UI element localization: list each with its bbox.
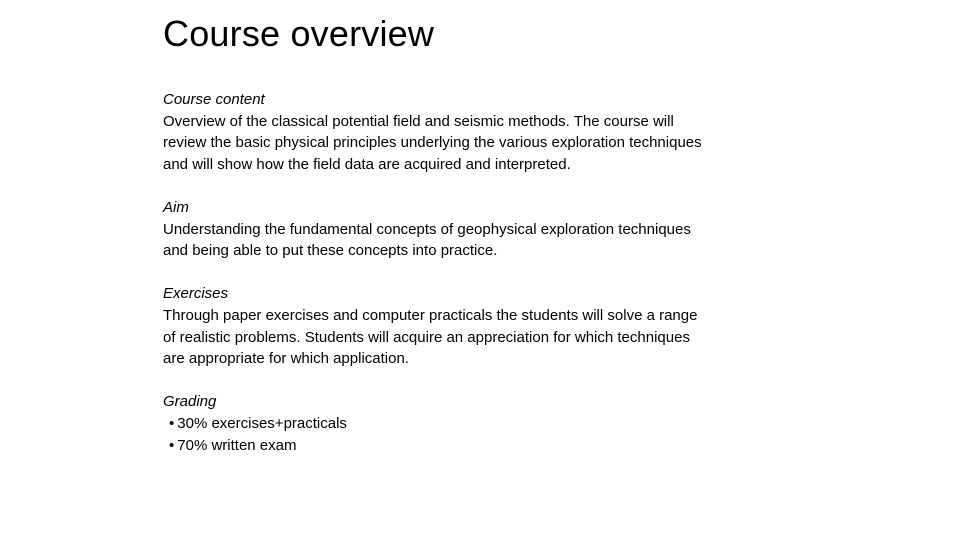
grading-list [163,413,783,456]
slide-body [163,89,783,478]
section-line: review the basic physical principles underlying the various exploration techniques [163,134,702,152]
section-course-content [163,89,783,175]
bullet-icon: • [169,436,175,454]
section-line: are appropriate for which application. [163,350,409,368]
section-heading: Aim [163,198,189,216]
section-exercises [163,283,783,369]
section-line: Overview of the classical potential field and seismic methods. The course will [163,112,674,130]
section-grading [163,391,783,456]
grading-item [163,413,783,435]
grading-item-text: 30% exercises+practicals [177,414,347,432]
section-line: of realistic problems. Students will acquire an appreciation for which techniques [163,328,690,346]
section-line: and being able to put these concepts into practice. [163,242,498,260]
section-heading: Grading [163,393,217,411]
grading-item-text: 70% written exam [177,436,297,454]
section-line: Through paper exercises and computer practicals the students will solve a range [163,306,698,324]
section-heading: Course content [163,91,265,108]
grading-item [163,435,783,457]
section-line: Understanding the fundamental concepts of geophysical exploration techniques [163,220,691,238]
bullet-icon: • [169,414,175,432]
section-aim [163,197,783,262]
section-heading: Exercises [163,285,229,303]
section-line: and will show how the field data are acquired and interpreted. [163,155,571,173]
slide-title: Course overview [163,13,435,54]
